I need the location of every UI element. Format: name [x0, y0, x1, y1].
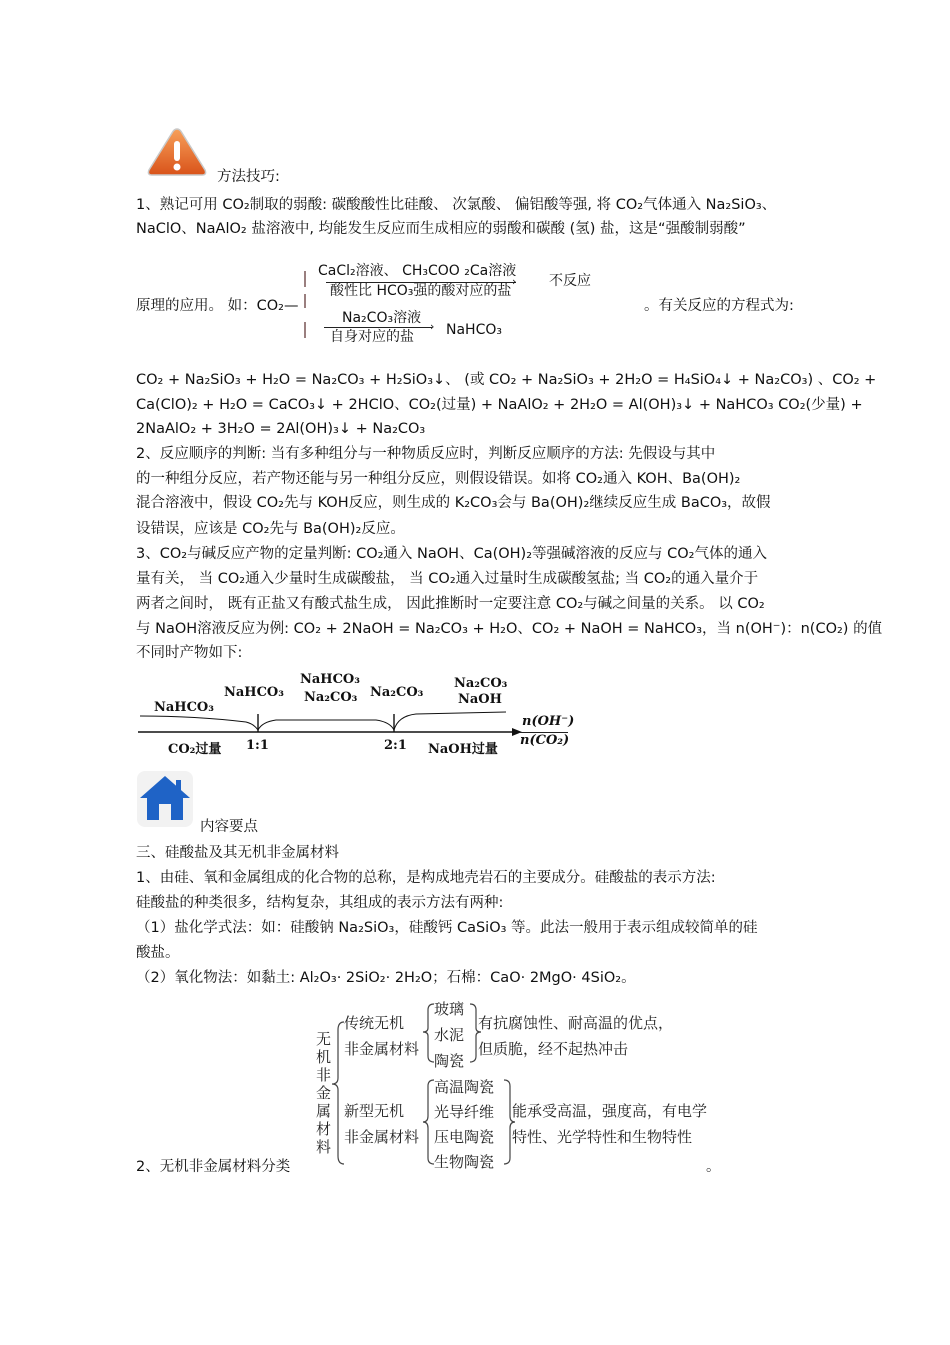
bracket-top-line2: 酸性比 HCO₃强的酸对应的盐	[330, 283, 512, 299]
new-property: 特性、光学特性和生物特性	[512, 1128, 693, 1146]
home-icon	[136, 770, 194, 828]
paragraph-line: 两者之间时， 既有正盐又有酸式盐生成， 因此推断时一定要注意 CO₂与碱之间量的关系。 以 CO₂	[136, 596, 765, 612]
bracket-divider	[304, 271, 306, 287]
bracket-divider	[304, 322, 306, 338]
label-mix-na2co3: Na₂CO₃	[304, 690, 358, 705]
bracket-bottom-line2: 自身对应的盐	[330, 329, 414, 345]
paragraph-line: 1、熟记可用 CO₂制取的弱酸: 碳酸酸性比硅酸、 次氯酸、 偏铝酸等强, 将 CO₂气体通入 Na₂SiO₃、	[136, 197, 777, 213]
section-label-content: 内容要点	[200, 819, 258, 835]
new-item: 高温陶瓷	[434, 1078, 495, 1096]
root-char: 无	[316, 1030, 332, 1048]
root-char: 料	[316, 1138, 332, 1156]
paragraph-line: 原理的应用。 如：CO₂—	[136, 298, 299, 314]
paragraph-line: 酸盐。	[136, 945, 180, 961]
new-item: 光导纤维	[434, 1103, 495, 1121]
paragraph-line: 设错误，应该是 CO₂先与 Ba(OH)₂反应。	[136, 521, 405, 537]
traditional-property: 但质脆，经不起热冲击	[478, 1040, 629, 1058]
axis-label-numerator: n(OH⁻)	[522, 714, 575, 729]
bracket-top-line1: CaCl₂溶液、 CH₃COO ₂Ca溶液	[318, 263, 517, 279]
traditional-item: 玻璃	[434, 1000, 465, 1018]
bracket-product: NaHCO₃	[446, 322, 502, 338]
no-reaction-label: 不反应	[549, 273, 591, 289]
new-item: 生物陶瓷	[434, 1153, 495, 1171]
new-property: 能承受高温，强度高，有电学	[512, 1102, 708, 1120]
tick-label-2-1: 2:1	[384, 738, 407, 753]
label-na2co3-mid: Na₂CO₃	[370, 685, 424, 700]
label-nahco3-left: NaHCO₃	[154, 700, 214, 715]
section-heading: 三、硅酸盐及其无机非金属材料	[136, 845, 339, 861]
root-char: 非	[316, 1066, 332, 1084]
arrow-head: ›	[430, 320, 435, 333]
paragraph-line: NaClO、NaAlO₂ 盐溶液中, 均能发生反应而生成相应的弱酸和碳酸 (氢) 盐，这是“强酸制弱酸”	[136, 221, 746, 237]
root-char: 机	[316, 1048, 332, 1066]
root-char: 金	[316, 1084, 332, 1102]
paragraph-line: 硅酸盐的种类很多，结构复杂，其组成的表示方法有两种:	[136, 895, 504, 911]
paragraph-line: 2、反应顺序的判断: 当有多种组分与一种物质反应时，判断反应顺序的方法: 先假设与其中	[136, 446, 716, 462]
axis-label-denominator: n(CO₂)	[520, 733, 570, 748]
label-nahco3-mid: NaHCO₃	[224, 685, 284, 700]
bracket-divider	[304, 294, 306, 308]
paragraph-line: 2、无机非金属材料分类	[136, 1159, 291, 1175]
new-label: 非金属材料	[344, 1128, 420, 1146]
arrow-head: ›	[512, 275, 517, 288]
new-item: 压电陶瓷	[434, 1128, 495, 1146]
paragraph-line: 。有关反应的方程式为:	[644, 298, 794, 314]
paragraph-line: 3、CO₂与碱反应产物的定量判断: CO₂通入 NaOH、Ca(OH)₂等强碱溶液的反应与 CO₂气体的通入	[136, 546, 767, 562]
label-right-na2co3: Na₂CO₃	[454, 676, 508, 691]
label-co2-excess: CO₂过量	[168, 742, 222, 757]
new-label: 新型无机	[344, 1102, 405, 1120]
paragraph-line: 混合溶液中，假设 CO₂先与 KOH反应，则生成的 K₂CO₃会与 Ba(OH)₂继续反应生成 BaCO₃，故假	[136, 495, 771, 511]
paragraph-line: （1）盐化学式法：如：硅酸钠 Na₂SiO₃，硅酸钙 CaSiO₃ 等。此法一般用于表示组成较简单的硅	[136, 920, 758, 936]
label-right-naoh: NaOH	[458, 692, 502, 707]
traditional-property: 有抗腐蚀性、耐高温的优点，	[478, 1014, 674, 1032]
paragraph-line: （2）氧化物法：如黏土: Al₂O₃· 2SiO₂· 2H₂O；石棉：CaO· 2MgO· 4SiO₂。	[136, 970, 636, 986]
paragraph-line: 量有关， 当 CO₂通入少量时生成碳酸盐， 当 CO₂通入过量时生成碳酸氢盐; 当 CO₂的通入量介于	[136, 571, 759, 587]
classification-diagram	[310, 996, 710, 1171]
traditional-label: 非金属材料	[344, 1040, 420, 1058]
sentence-end: 。	[706, 1159, 721, 1175]
paragraph-line: 与 NaOH溶液反应为例: CO₂ + 2NaOH = Na₂CO₃ + H₂O、CO₂ + NaOH = NaHCO₃，当 n(OH⁻)：n(CO₂) 的值	[136, 621, 883, 637]
equation-line: 2NaAlO₂ + 3H₂O = 2Al(OH)₃↓ + Na₂CO₃	[136, 421, 426, 437]
traditional-label: 传统无机	[344, 1014, 405, 1032]
ratio-number-line	[136, 670, 576, 760]
warning-icon	[146, 126, 208, 178]
tick-label-1-1: 1:1	[246, 738, 269, 753]
traditional-item: 陶瓷	[434, 1052, 465, 1070]
equation-line: CO₂ + Na₂SiO₃ + H₂O = Na₂CO₃ + H₂SiO₃↓、 (或 CO₂ + Na₂SiO₃ + 2H₂O = H₄SiO₄↓ + Na₂CO₃) 、CO₂ +	[136, 372, 877, 388]
bracket-bottom-line1: Na₂CO₃溶液	[342, 310, 422, 326]
section-label-method: 方法技巧:	[217, 169, 280, 185]
label-mix-nahco3: NaHCO₃	[300, 672, 360, 687]
label-naoh-excess: NaOH过量	[428, 742, 498, 757]
paragraph-line: 1、由硅、氧和金属组成的化合物的总称，是构成地壳岩石的主要成分。硅酸盐的表示方法:	[136, 870, 716, 886]
paragraph-line: 的一种组分反应，若产物还能与另一种组分反应，则假设错误。如将 CO₂通入 KOH、Ba(OH)₂	[136, 471, 741, 487]
root-char: 材	[316, 1120, 332, 1138]
root-char: 属	[316, 1102, 332, 1120]
paragraph-line: 不同时产物如下:	[136, 645, 243, 661]
equation-line: Ca(ClO)₂ + H₂O = CaCO₃↓ + 2HClO、CO₂(过量) + NaAlO₂ + 2H₂O = Al(OH)₃↓ + NaHCO₃ CO₂(少量) +	[136, 397, 863, 413]
traditional-item: 水泥	[434, 1026, 465, 1044]
